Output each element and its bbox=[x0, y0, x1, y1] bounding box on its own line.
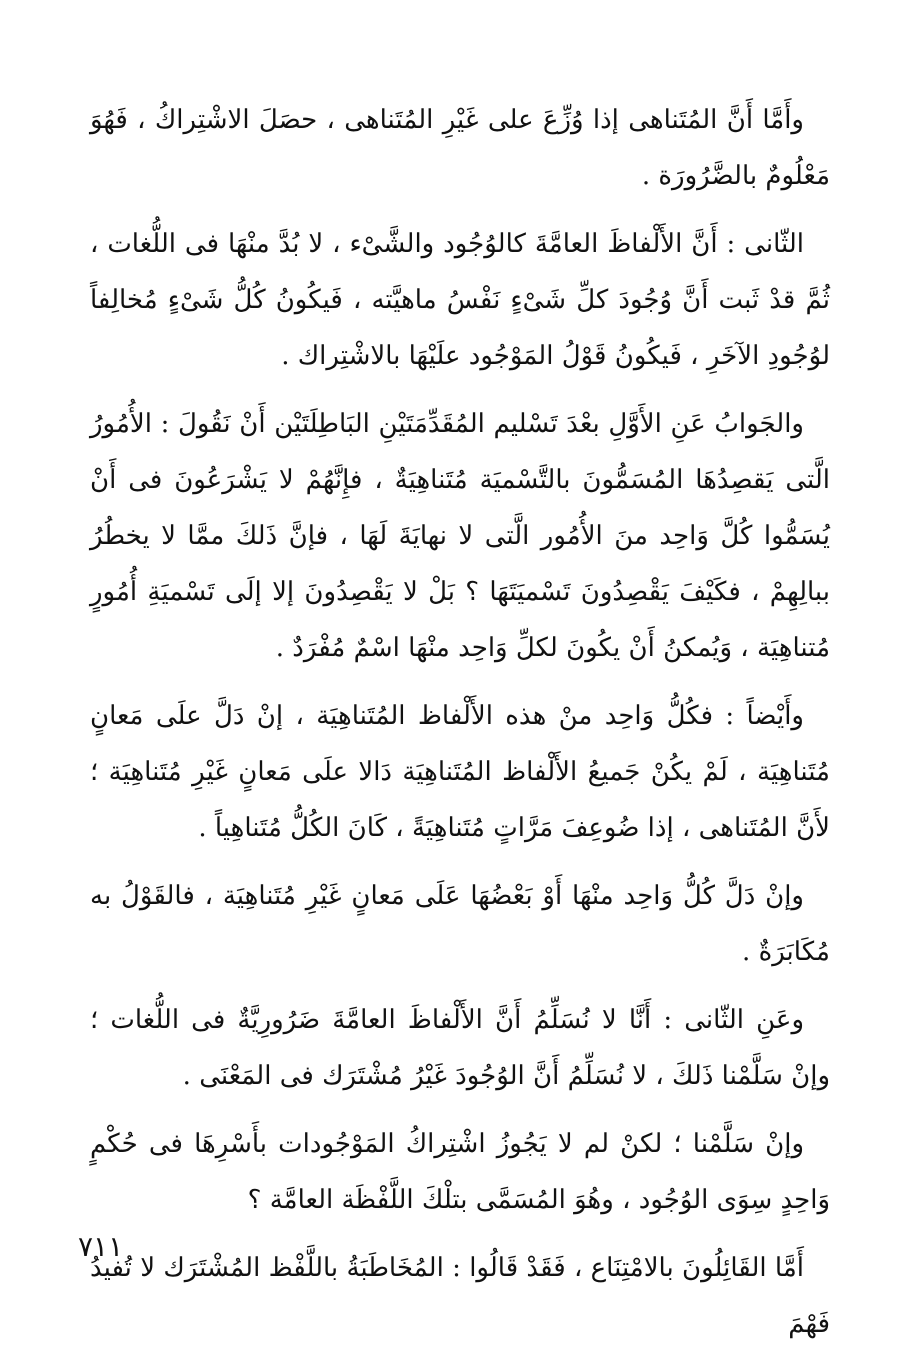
paragraph: وأَيْضاً : فكُلُّ وَاحِد منْ هذه الأَلْفاظ المُتَناهِيَة ، إنْ دَلَّ علَى مَعانٍ مُتَناهِيَة ، لَمْ يكُنْ جَميعُ الأَلْفاظ المُتَناهِيَة دَالا علَى مَعانٍ غَيْرِ مُتَناهِيَة ؛ لأَنَّ المُتَناهى ، إذا ضُوعِفَ مَرَّاتٍ مُتَناهِيَةً ، كَانَ الكُلُّ مُتَناهِياً . bbox=[90, 701, 830, 843]
paragraph: وإنْ سَلَّمْنا ؛ لكنْ لم لا يَجُوزُ اشْتِراكُ المَوْجُودات بأَسْرِهَا فى حُكْمٍ وَاحِدٍ سِوَى الوُجُود ، وهُوَ المُسَمَّى بتلْكَ اللَّفْظَة العامَّة ؟ bbox=[90, 1129, 830, 1215]
paragraph: أَمَّا القَائِلُونَ بالامْتِنَاع ، فَقَدْ قَالُوا : المُخَاطَبَةُ باللَّفْظ المُشْتَرَك لا تُفيدُ فَهْمَ bbox=[90, 1253, 830, 1339]
page-number: ٧١١ bbox=[78, 1230, 124, 1263]
paragraph: والجَوابُ عَنِ الأَوَّلِ بعْدَ تَسْليم المُقَدِّمَتَيْنِ البَاطِلَتَيْن أَنْ نَقُولَ : الأُمُورُ الَّتى يَقصِدُهَا المُسَمُّونَ بالتَّسْميَة مُتَناهِيَةٌ ، فإِنَّهُمْ لا يَشْرَعُونَ فى أَنْ يُسَمُّوا كُلَّ وَاحِد منَ الأُمُور الَّتى لا نهايَةَ لَهَا ، فإنَّ ذَلكَ ممَّا لا يخطُرُ ببالِهِمْ ، فكَيْفَ يَقْصِدُونَ تَسْميَتَهَا ؟ بَلْ لا يَقْصِدُونَ إلا إلَى تَسْميَةِ أُمُورٍ مُتناهِيَة ، وَيُمكنُ أَنْ يكُونَ لكلِّ وَاحِد منْهَا اسْمٌ مُفْرَدٌ . bbox=[90, 409, 830, 663]
arabic-text-body bbox=[90, 92, 830, 1364]
paragraph: وإنْ دَلَّ كُلُّ وَاحِد منْهَا أَوْ بَعْضُهَا عَلَى مَعانٍ غَيْرِ مُتَناهِيَة ، فالقَوْلُ به مُكَابَرَةٌ . bbox=[90, 881, 830, 967]
paragraph: وأَمَّا أَنَّ المُتَناهى إذا وُزِّعَ على غَيْرِ المُتَناهى ، حصَلَ الاشْتِراكُ ، فَهُوَ مَعْلُومٌ بالضَّرُورَة . bbox=[90, 105, 830, 191]
paragraph: وعَنِ الثّانى : أَنَّا لا نُسَلِّمُ أَنَّ الأَلْفاظَ العامَّةَ ضَرُورِيَّةٌ فى اللُّغات ؛ وإنْ سَلَّمْنا ذَلكَ ، لا نُسَلِّمُ أَنَّ الوُجُودَ غَيْرُ مُشْتَرَك فى المَعْنَى . bbox=[90, 1005, 830, 1091]
paragraph: الثّانى : أَنَّ الأَلْفاظَ العامَّةَ كالوُجُود والشَّىْء ، لا بُدَّ منْهَا فى اللُّغات ، ثُمَّ قدْ ثَبت أَنَّ وُجُودَ كلِّ شَىْءٍ نَفْسُ ماهيَّته ، فَيكُونُ كُلُّ شَىْءٍ مُخالِفاً لوُجُودِ الآخَرِ ، فَيكُونُ قَوْلُ المَوْجُود علَيْهَا بالاشْتِراك . bbox=[90, 229, 830, 371]
